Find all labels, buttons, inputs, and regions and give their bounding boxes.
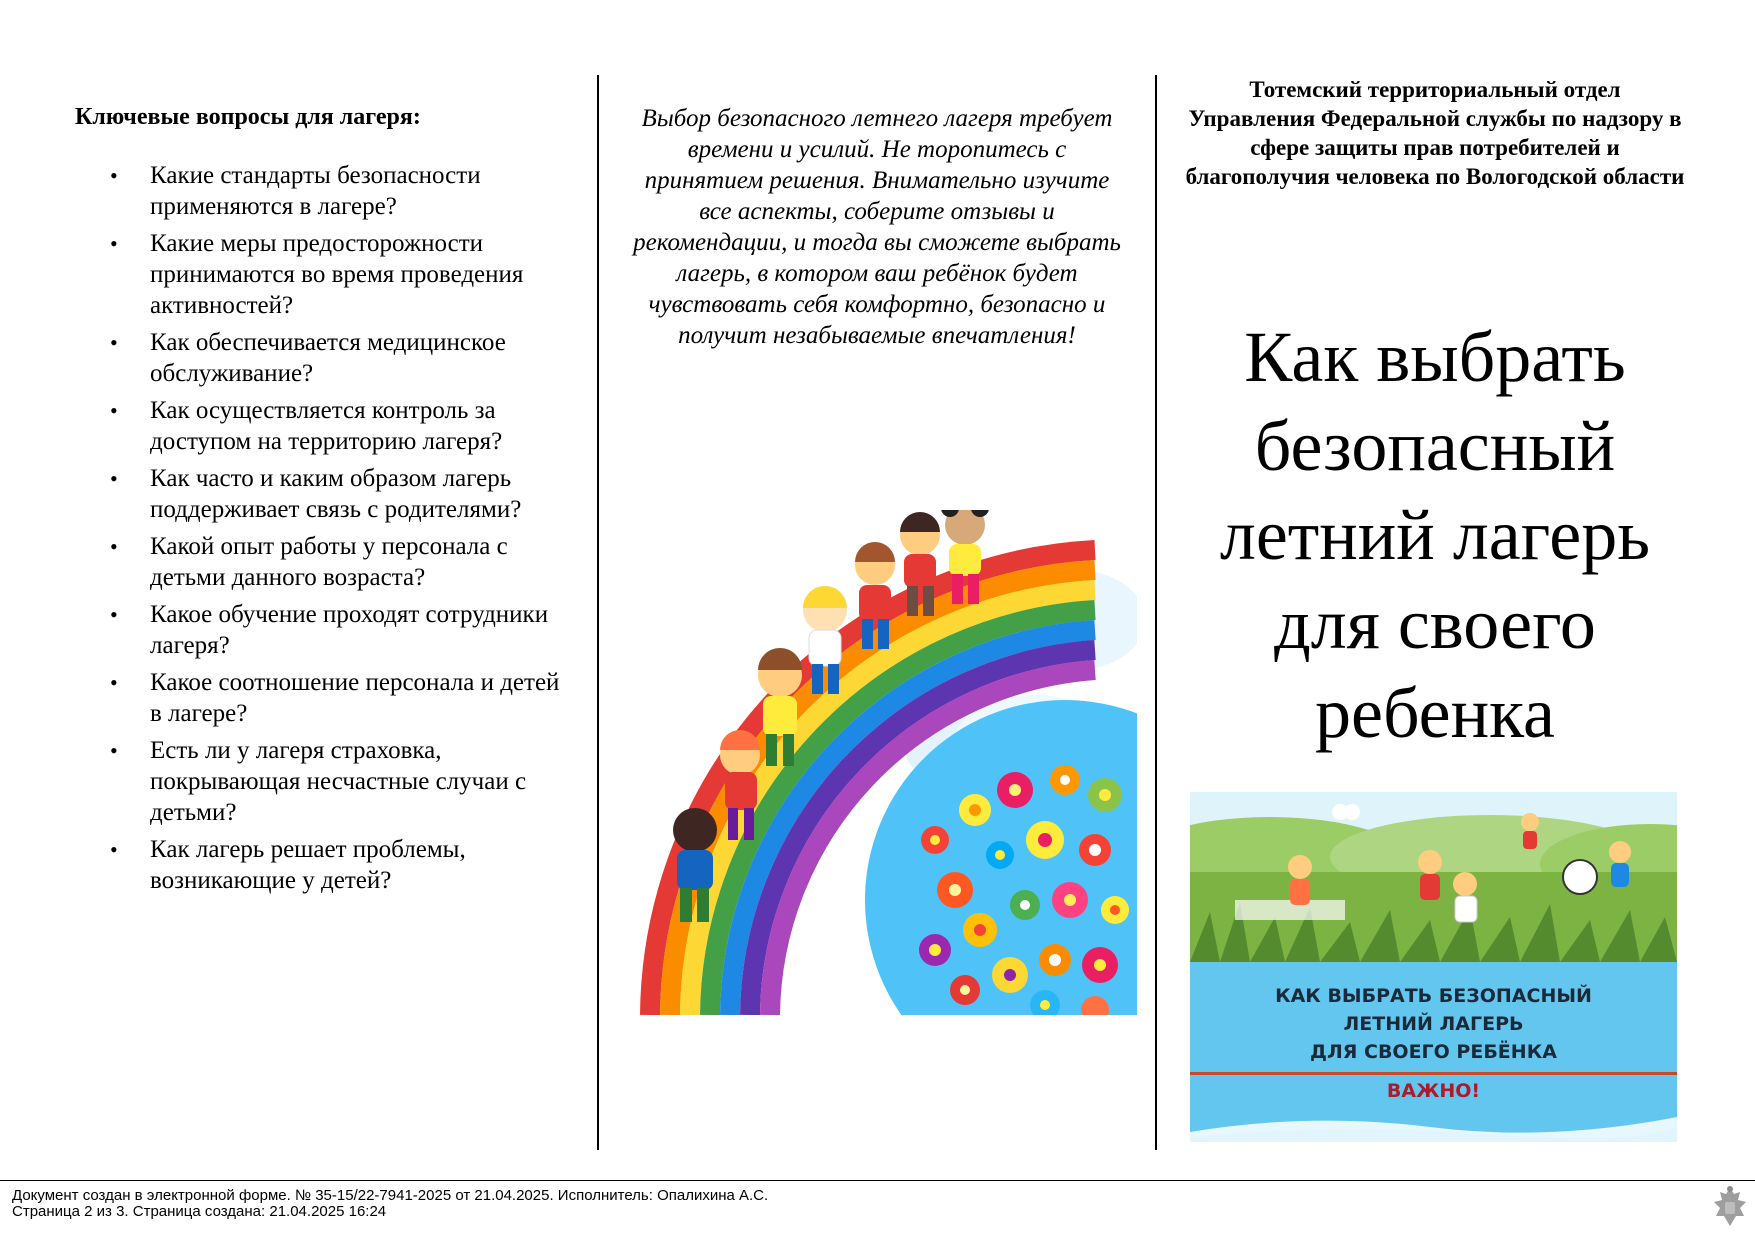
banner-line-1: КАК ВЫБРАТЬ БЕЗОПАСНЫЙ [1275,985,1592,1007]
page-title: Как выбрать безопасный летний лагерь для своего ребенка [1219,317,1651,753]
banner-title [1190,982,1677,1066]
key-questions-list [75,160,575,896]
banner-important-label: ВАЖНО! [1386,1080,1481,1102]
column-divider-1 [597,75,599,1150]
footer-document-info: Документ создан в электронной форме. № 35-15/22-7941-2025 от 21.04.2025. Исполнитель: Опалихина А.С. [12,1187,769,1204]
department-title: Тотемский территориальный отдел Управления Федеральной службы по надзору в сфере защиты прав потребителей и благополучия человека по Вологодской области [1185,77,1685,189]
list-item: • Какие стандарты безопасности применяются в лагере? [75,160,575,222]
banner-line-3: ДЛЯ СВОЕГО РЕБЁНКА [1310,1041,1557,1063]
list-item: • Какие меры предосторожности принимаются во время проведения активностей? [75,228,575,321]
list-item: • Как обеспечивается медицинское обслуживание? [75,327,575,389]
emblem-icon [1710,1184,1750,1230]
column-divider-2 [1155,75,1157,1150]
banner-line-2: ЛЕТНИЙ ЛАГЕРЬ [1343,1013,1524,1035]
list-item: • Есть ли у лагеря страховка, покрывающая несчастные случаи с детьми? [75,735,575,828]
children-sports-scene [1190,792,1677,962]
banner-text-panel [1190,962,1677,1142]
list-item: • Какое соотношение персонала и детей в лагере? [75,667,575,729]
footer-page-info: Страница 2 из 3. Страница создана: 21.04.2025 16:24 [12,1203,387,1220]
advice-text: Выбор безопасного летнего лагеря требует времени и усилий. Не торопитесь с принятием решения. Внимательно изучите все аспекты, соберите отзывы и рекомендации, и тогда вы сможете выбрать лагерь, в котором ваш ребёнок будет чувствовать себя комфортно, безопасно и получит незабываемые впечатления! [633,105,1121,349]
footer-divider [0,1180,1755,1181]
list-item: • Как осуществляется контроль за доступом на территорию лагеря? [75,395,575,457]
camp-banner-image [1190,792,1677,1142]
list-item: • Как лагерь решает проблемы, возникающие у детей? [75,834,575,896]
banner-waves-decoration [1190,1112,1677,1142]
key-questions-heading: Ключевые вопросы для лагеря: [75,104,421,130]
footer [12,1188,768,1220]
list-item: • Какой опыт работы у персонала с детьми данного возраста? [75,531,575,593]
banner-divider [1190,1072,1677,1075]
list-item: • Какое обучение проходят сотрудники лагеря? [75,599,575,661]
list-item: • Как часто и каким образом лагерь поддерживает связь с родителями? [75,463,575,525]
rainbow-children-illustration [635,510,1137,1015]
key-questions-section [75,100,575,902]
